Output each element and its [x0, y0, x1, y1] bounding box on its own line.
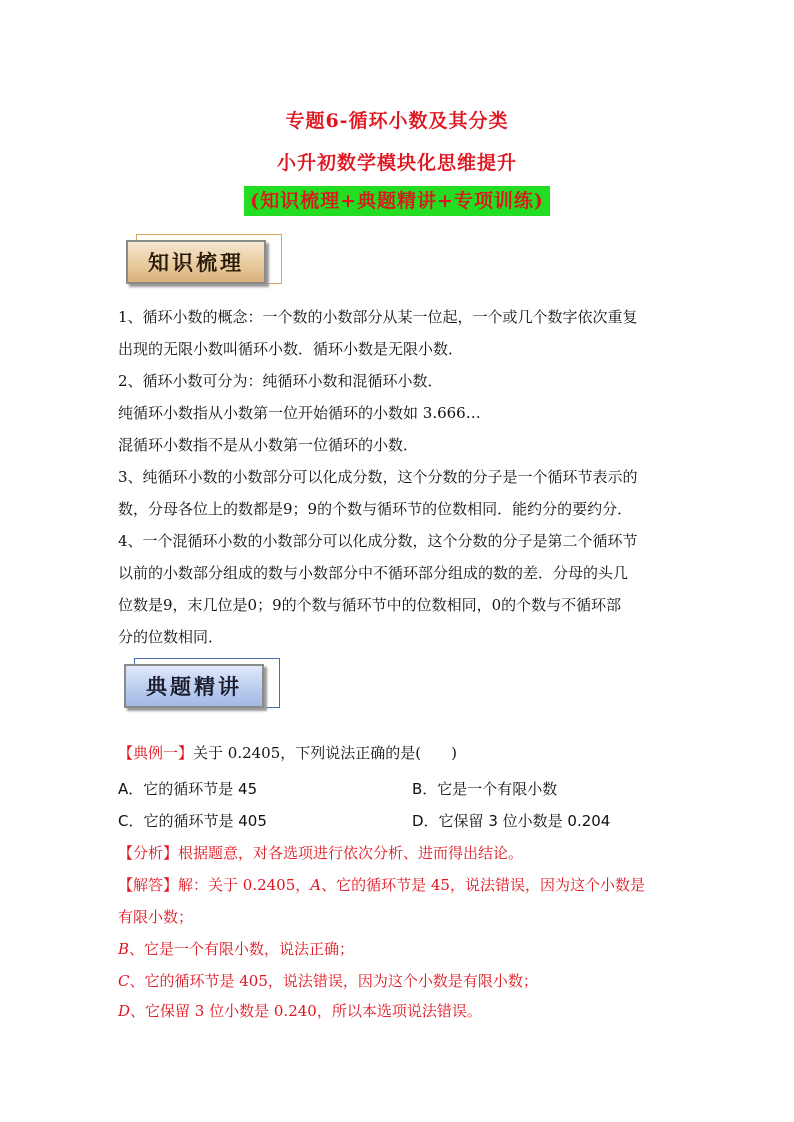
banner-label: 典题精讲: [124, 664, 264, 708]
answer-letter-b: B: [118, 940, 130, 958]
document-title: 专题6-循环小数及其分类: [285, 110, 509, 132]
knowledge-p4-line3: 位数是9，末几位是0；9的个数与循环节中的位数相同，0的个数与不循环部: [118, 596, 622, 614]
option-d: D．它保留 3 位小数是 0.204: [412, 812, 611, 830]
banner-label: 知识梳理: [126, 240, 266, 284]
answer-line1: [118, 874, 645, 895]
answer-letter-a: A: [310, 876, 322, 894]
answer-line2: 有限小数；: [118, 908, 194, 926]
subtitle-wrap: [0, 186, 794, 216]
example-tag: 【典例一】: [118, 744, 194, 762]
knowledge-p2-mixed: 混循环小数指不是从小数第一位循环的小数．: [118, 436, 419, 454]
answer-letter-c: C: [118, 972, 130, 990]
knowledge-p4-line4: 分的位数相同．: [118, 628, 224, 646]
answer-line-d: [118, 1000, 482, 1021]
knowledge-p4-line2: 以前的小数部分组成的数与小数部分中不循环部分组成的数的差．分母的头几: [118, 564, 629, 582]
answer-letter-d: D: [118, 1002, 131, 1020]
example-question-text: 关于 0.2405，下列说法正确的是( ): [193, 744, 457, 762]
analysis-tag: 【分析】: [118, 844, 179, 862]
answer-intro: 解：关于 0.2405，: [178, 876, 311, 894]
answer-line-b: [118, 938, 354, 959]
example-question: [118, 742, 457, 763]
answer-tag: 【解答】: [118, 876, 179, 894]
knowledge-section-banner: [126, 240, 266, 284]
subtitle-highlight: (知识梳理+典题精讲+专项训练): [244, 186, 550, 216]
analysis-line: [118, 842, 523, 863]
knowledge-p3-line1: 3、纯循环小数的小数部分可以化成分数，这个分数的分子是一个循环节表示的: [118, 468, 638, 486]
knowledge-p2-pure: 纯循环小数指从小数第一位开始循环的小数如 3.666…: [118, 404, 481, 422]
option-b: B．它是一个有限小数: [412, 780, 558, 798]
answer-a-text: 、它的循环节是 45，说法错误，因为这个小数是: [321, 876, 645, 894]
knowledge-p1-line1: 1、循环小数的概念：一个数的小数部分从某一位起，一个或几个数字依次重复: [118, 308, 638, 326]
option-c: C．它的循环节是 405: [118, 812, 267, 830]
document-subtitle: 小升初数学模块化思维提升: [276, 152, 517, 174]
answer-line-c: [118, 970, 538, 991]
analysis-text: 根据题意，对各选项进行依次分析、进而得出结论。: [178, 844, 524, 862]
knowledge-p1-line2: 出现的无限小数叫循环小数．循环小数是无限小数．: [118, 340, 464, 358]
option-a: A．它的循环节是 45: [118, 780, 258, 798]
knowledge-p2: 2、循环小数可分为：纯循环小数和混循环小数．: [118, 372, 443, 390]
answer-d-text: 、它保留 3 位小数是 0.240，所以本选项说法错误。: [130, 1002, 482, 1020]
knowledge-p4-line1: 4、一个混循环小数的小数部分可以化成分数，这个分数的分子是第二个循环节: [118, 532, 638, 550]
answer-b-text: 、它是一个有限小数，说法正确；: [129, 940, 355, 958]
answer-c-text: 、它的循环节是 405，说法错误，因为这个小数是有限小数；: [129, 972, 538, 990]
examples-section-banner: [124, 664, 264, 708]
knowledge-p3-line2: 数，分母各位上的数都是9；9的个数与循环节的位数相同．能约分的要约分．: [118, 500, 633, 518]
